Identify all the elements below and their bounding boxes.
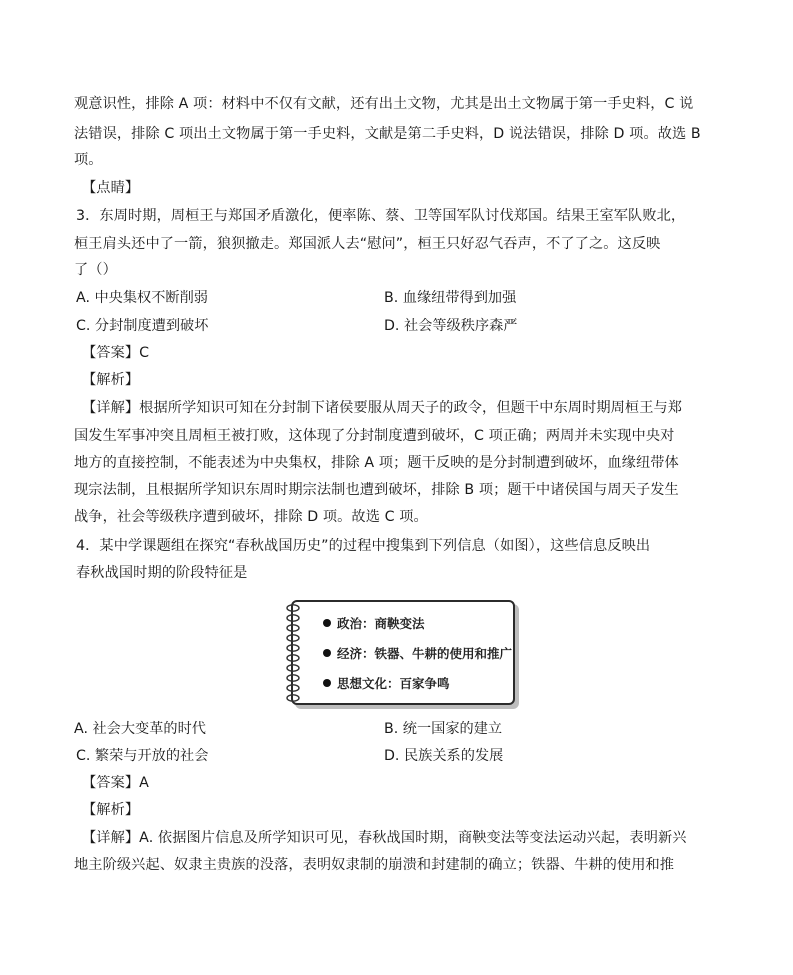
detail-line: 国发生军事冲突且周桓王被打败，这体现了分封制度遭到破坏，C 项正确；两周并未实现中央对 — [74, 428, 675, 444]
spiral-binding-icon — [279, 598, 309, 706]
question-3-stem: 3．东周时期，周桓王与郑国矛盾激化，便率陈、蔡、卫等国军队讨伐郑国。结果王室军队败北， — [76, 208, 686, 224]
option-c: C. 分封制度遭到破坏 — [76, 318, 209, 334]
notebook-card — [291, 600, 515, 705]
question-4-stem: 4．某中学课题组在探究“春秋战国历史”的过程中搜集到下列信息（如图），这些信息反映出 — [76, 538, 651, 554]
dianjing-heading: 【点睛】 — [82, 180, 140, 196]
detail-line: 现宗法制，且根据所学知识东周时期宗法制也遭到破坏，排除 B 项；题干中诸侯国与周天子发生 — [74, 482, 679, 498]
option-b: B. 血缘纽带得到加强 — [384, 290, 517, 306]
answer-label: 【答案】A — [82, 775, 149, 791]
option-a: A. 社会大变革的时代 — [74, 721, 206, 737]
option-b: B. 统一国家的建立 — [384, 721, 503, 737]
text-line: 观意识性，排除 A 项：材料中不仅有文献，还有出土文物，尤其是出土文物属于第一手史料，C 说 — [74, 96, 694, 112]
text-line: 项。 — [74, 152, 103, 168]
analysis-heading: 【解析】 — [82, 802, 140, 818]
answer-label: 【答案】C — [82, 345, 150, 361]
figure-item-culture: 思想文化：百家争鸣 — [323, 676, 450, 692]
detail-line: 地方的直接控制，不能表述为中央集权，排除 A 项；题干反映的是分封制遭到破坏，血缘纽带体 — [74, 455, 679, 471]
detail-line: 地主阶级兴起、奴隶主贵族的没落，表明奴隶制的崩溃和封建制的确立；铁器、牛耕的使用和推 — [74, 857, 675, 873]
detail-line: 【详解】A. 依据图片信息及所学知识可见，春秋战国时期，商鞅变法等变法运动兴起，表明新兴 — [82, 830, 687, 846]
figure-item-politics: 政治：商鞅变法 — [323, 616, 425, 632]
bullet-icon — [323, 649, 331, 657]
analysis-heading: 【解析】 — [82, 372, 140, 388]
figure-item-economy: 经济：铁器、牛耕的使用和推广 — [323, 646, 512, 662]
option-a: A. 中央集权不断削弱 — [76, 290, 208, 306]
bullet-icon — [323, 679, 331, 687]
option-c: C. 繁荣与开放的社会 — [76, 748, 209, 764]
bullet-icon — [323, 619, 331, 627]
detail-line: 战争，社会等级秩序遭到破坏，排除 D 项。故选 C 项。 — [74, 509, 428, 525]
text-line: 法错误，排除 C 项出土文物属于第一手史料，文献是第二手史料，D 说法错误，排除 D 项。故选 B — [74, 126, 701, 142]
detail-line: 【详解】根据所学知识可知在分封制下诸侯要服从周天子的政令，但题干中东周时期周桓王与郑 — [82, 400, 683, 416]
question-3-stem: 桓王肩头还中了一箭，狼狈撤走。郑国派人去“慰问”，桓王只好忍气吞声，不了了之。这反映 — [74, 236, 661, 252]
option-d: D. 民族关系的发展 — [384, 748, 504, 764]
question-4-stem: 春秋战国时期的阶段特征是 — [76, 565, 248, 581]
question-3-stem: 了（） — [74, 262, 117, 278]
notebook-figure — [279, 598, 515, 706]
option-d: D. 社会等级秩序森严 — [384, 318, 518, 334]
